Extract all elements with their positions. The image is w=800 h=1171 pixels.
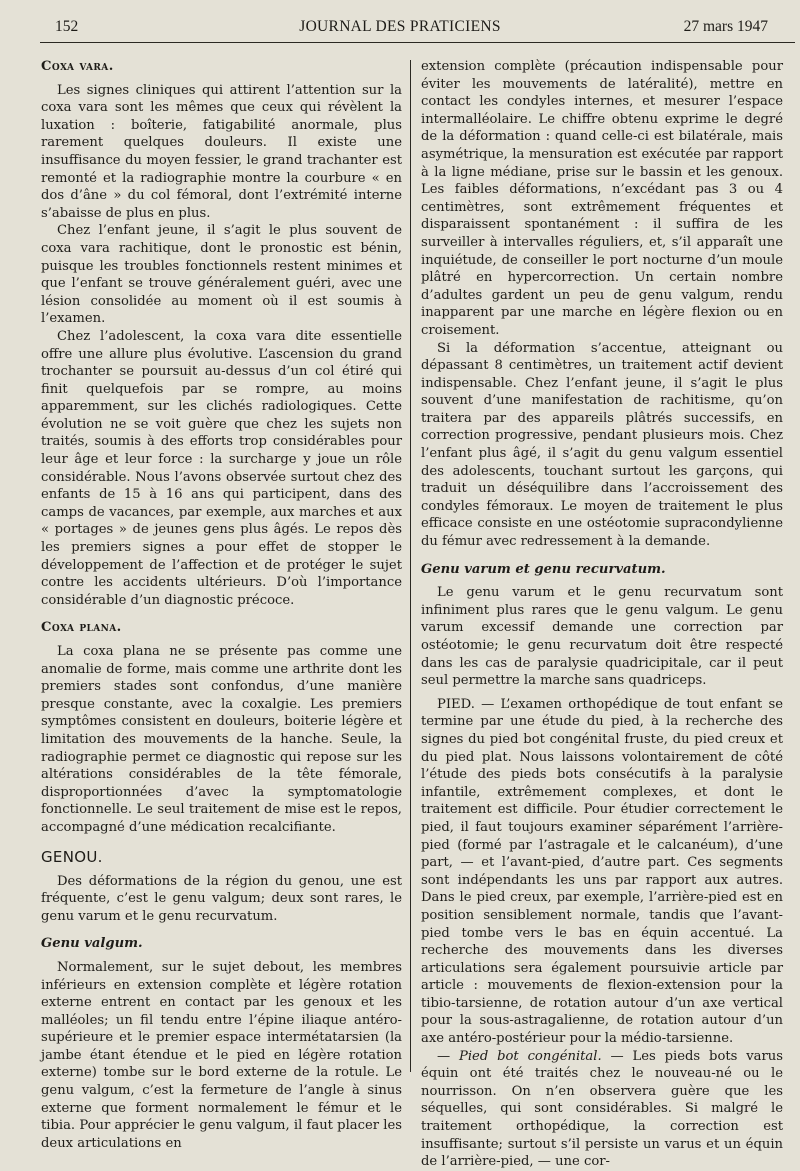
paragraph: extension complète (précaution indispensable pour éviter les mouvements de latéralité), mettre en contact les condyles internes, et mesurer l’espace intermalléolaire. Le chiffre obtenu exprime le degré de la déformation : quand celle-ci est bilatérale, mais asymétrique, la mensuration est exécutée par rapport à la ligne médiane, prise sur le bassin et les genoux. Les faibles déformations, n’excédant pas 3 ou 4 centimètres, sont extrêmement fréquentes et disparaissent spontanément : il suffira de les surveiller à intervalles réguliers, et, s’il apparaît une inquiétude, de conseiller le port nocturne d’un moule plâtré en hypercorrection. Un certain nombre d’adultes gardent un peu de genu valgum, rendu inapparent par une marche en légère flexion ou en croisement. [421,59,783,338]
paragraph: Normalement, sur le sujet debout, les membres inférieurs en extension complète et légère rotation externe entrent en contact par les genoux et les malléoles; un fil tendu entre l’épine iliaque antéro-supérieure et le premier espace intermétatarsien (la jambe étant étendue et le pied en légère rotation externe) tombe sur le bord externe de la rotule. Le genu valgum, c’est la fermeture de l’angle à sinus externe que forment normalement le fémur et le tibia. Pour apprécier le genu valgum, il faut placer les deux articulations en [41,959,402,1151]
issue-date: 27 mars 1947 [683,18,768,35]
paragraph: Le genu varum et le genu recurvatum sont infiniment plus rares que le genu valgum. Le genu varum excessif demande une correction par ostéotomie; le genu recurvatum doit être respecté dans les cas de paralysie quadricipitale, car il peut seul permettre la marche sans quadriceps. [421,585,783,689]
pied-bot-heading: — Pied bot congénital. [437,1048,602,1064]
subsection-heading-genu-valgum: Genu valgum. [41,936,143,952]
paragraph: Si la déformation s’accentue, atteignant ou dépassant 8 centimètres, un traitement actif devient indispensable. Chez l’enfant jeune, il s’agit le plus souvent d’une manifestation de rachitisme, qu’on traitera par des appareils plâtrés successifs, en correction progressive, pendant plusieurs mois. Chez l’enfant plus âgé, il s’agit du genu valgum essentiel des adolescents, touchant surtout les garçons, qui traduit un déséquilibre dans l’accroissement des condyles fémoraux. Le moyen de traitement le plus efficace consiste en une ostéotomie supracondylienne du fémur avec redressement à la demande. [421,340,783,550]
paragraph: Les signes cliniques qui attirent l’attention sur la coxa vara sont les mêmes que ceux qui révèlent la luxation : boîterie, fatigabilité anormale, plus rarement quelques douleurs. Il existe une insuffisance du moyen fessier, le grand trachanter est remonté et la radiographie montre la courbure « en dos d’âne » du col fémoral, dont l’extrémité interne s’abaisse de plus en plus. [41,82,402,221]
column-divider [410,60,411,1072]
left-column [41,58,402,1152]
paragraph: La coxa plana ne se présente pas comme une anomalie de forme, mais comme une arthrite dont les premiers stades sont confondus, d’une manière presque constante, avec la coxalgie. Les premiers symptômes consistent en douleurs, boiterie légère et limitation des mouvements de la hanche. Seule, la radiographie permet ce diagnostic qui repose sur les altérations considérables de la tête fémorale, disproportionnées d’avec la symptomatologie fonctionnelle. Le seul traitement de mise est le repos, accompagné d’une médication recalcifiante. [41,644,402,835]
header-rule [40,42,795,43]
paragraph-pied: PIED. — L’examen orthopédique de tout enfant se termine par une étude du pied, à la recherche des signes du pied bot congénital fruste, du pied creux et du pied plat. Nous laissons volontairement de côté l’étude des pieds bots consécutifs à la paralysie infantile, extrêmement complexes, et dont le traitement est difficile. Pour étudier correctement le pied, il faut toujours examiner séparément l’arrière-pied (formé par l’astragale et le calcanéum), d’une part, — et l’avant-pied, d’autre part. Ces segments sont indépendants les uns par rapport aux autres. Dans le pied creux, par exemple, l’arrière-pied est en position sensiblement normale, tandis que l’avant-pied tombe vers le bas en équin accentué. La recherche des mouvements dans les diverses articulations sera également poursuivie article par article : mouvements de flexion-extension pour la tibio-tarsienne, de rotation autour d’un axe vertical pour la sous-astragalienne, de rotation autour d’un axe antéro-postérieur pour la médio-tarsienne. [421,696,783,1047]
pied-bot-text: — Les pieds bots varus équin ont été traités chez le nouveau-né ou le nourrisson. On n’en observera guère que les séquelles, qui sont considérables. Si malgré le traitement orthopédique, la correction est insuffisante; surtout s’il persiste un varus et un équin de l’arrière-pied, — une cor- [421,1048,783,1170]
section-heading-coxa-plana: Coxa plana. [41,620,122,636]
paragraph: Des déformations de la région du genou, une est fréquente, c’est le genu valgum; deux sont rares, le genu varum et le genu recurvatum. [41,873,402,924]
page-number: 152 [55,18,79,35]
paragraph: Chez l’enfant jeune, il s’agit le plus souvent de coxa vara rachitique, dont le pronostic est bénin, puisque les troubles fonctionnels restent minimes et que l’enfant se trouve généralement guéri, avec une lésion consolidée au moment où il est soumis à l’examen. [41,223,402,327]
paragraph: Chez l’adolescent, la coxa vara dite essentielle offre une allure plus évolutive. L’ascension du grand trochanter se poursuit au-dessus d’un col étiré qui finit quelquefois par se rompre, au moins apparemment, sur les clichés radiologiques. Cette évolution ne se voit guère que chez les sujets non traités, soumis à des efforts trop considérables pour leur âge et leur force : la surcharge y joue un rôle considérable. Nous l’avons observée surtout chez des enfants de 15 à 16 ans qui participent, dans des camps de vacances, par exemple, aux marches et aux « portages » de jeunes gens plus âgés. Le repos dès les premiers signes a pour effet de stopper le développement de l’affection et de protéger le sujet contre les accidents ultérieurs. D’où l’importance considérable d’un diagnostic précoce. [41,328,402,608]
paragraph-pied-bot [421,1048,783,1171]
journal-title: JOURNAL DES PRATICIENS [299,18,501,35]
section-heading-genou: GENOU. [41,847,103,866]
subsection-heading-genu-varum: Genu varum et genu recurvatum. [421,561,666,577]
page-header [0,0,800,44]
right-column [421,58,783,1171]
section-heading-coxa-vara: Coxa vara. [41,59,114,74]
